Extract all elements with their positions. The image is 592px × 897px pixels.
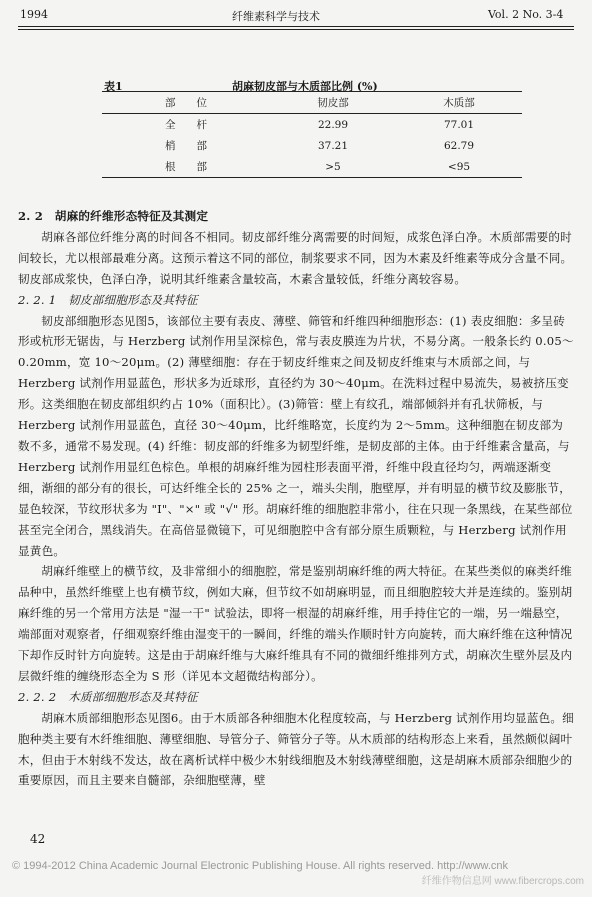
table-title: 胡麻韧皮部与木质部比例 (%) xyxy=(232,80,378,93)
column-header: 木质部 xyxy=(443,97,475,109)
header-volume: Vol. 2 No. 3-4 xyxy=(488,8,564,21)
paragraph: 韧皮部细胞形态见图5，该部位主要有表皮、薄壁、筛管和纤维四种细胞形态：(1) 表皮细胞：多呈砖形或杭形无锯齿，与 Herzberg 试剂作用呈深棕色，常与表皮膜连为片状，不易分离。一般条长约 0.05～0.20mm，宽 10～20μm。(2) 薄壁细胞：存在于韧皮纤维束之间及韧皮纤维束与木质部之间，与 Herzberg 试剂作用显蓝色，形状多为近球形，直径约为 30～40μm。在洗料过程中易流失，易被挤压变形。这类细胞在韧皮部组织约占 10%（面积比）。(3)筛管：壁上有纹孔，端部倾斜并有孔状筛板，与 Herzberg 试剂作用显蓝色，直径 30～40μm，比纤维略宽，长度约为 2～5mm。这种细胞在韧皮部为数不多，通常不易发现。(4) 纤维：韧皮部的纤维多为韧型纤维，是韧皮部的主体。由于纤维素含量高，与 Herzberg 试剂作用显红色棕色。单根的胡麻纤维为园柱形表面平滑，纤维中段直径均匀，两端逐渐变细，渐细的部分有的很长，可达纤维全长的 25% 之一，端头尖削，胞壁厚，并有明显的横节纹及膨胀节，显色较深，节纹形状多为 "I"、"×" 或 "√" 形。胡麻纤维的细胞腔非常小，往在只现一条黑线，在某些部位甚至完全闭合，黑线消失。在高倍显微镜下，可见细胞腔中含有部分原生质颗粒，与 Herzberg 试剂作用显黄色。 xyxy=(18,313,574,558)
section-heading: 2. 2 胡麻的纤维形态特征及其测定 xyxy=(18,209,209,223)
copyright-footer: © 1994-2012 China Academic Journal Electronic Publishing House. All rights reserved. http://www.cnk xyxy=(12,860,509,872)
table-cell: 22.99 xyxy=(317,118,349,131)
table-cell: 37.21 xyxy=(317,139,349,152)
header-journal: 纤维素科学与技术 xyxy=(232,10,320,23)
table-header-row xyxy=(102,92,522,114)
header-rule-bottom xyxy=(18,29,574,30)
table-cell: <95 xyxy=(447,160,471,173)
header-year: 1994 xyxy=(20,8,48,21)
watermark: 纤维作物信息网 www.fibercrops.com xyxy=(421,876,584,887)
subsection-heading: 2. 2. 1 韧皮部细胞形态及其特征 xyxy=(18,292,198,307)
paragraph: 胡麻纤维壁上的横节纹，及非常细小的细胞腔，常是鉴别胡麻纤维的两大特征。在某些类似的麻类纤维品种中，虽然纤维壁上也有横节纹，例如大麻，但节纹不如胡麻明显，而且细胞腔较大并是连续的。鉴别胡麻纤维的另一个常用方法是 "湿一干" 试验法，即将一根湿的胡麻纤维，用手持住它的一端，另一端悬空，端部面对观察者，仔细观察纤维由湿变干的一瞬间，纤维的端头作顺时针方向旋转，而大麻纤维在这种情况下却作反时针方向旋转。这是由于胡麻纤维与大麻纤维具有不同的微细纤维排列方式，胡麻次生壁外层及内层微纤维的缠绕形态全为 S 形（详见本文超微结构部分）。 xyxy=(18,564,573,683)
table-cell: >5 xyxy=(325,160,341,173)
table-cell: 62.79 xyxy=(443,139,475,152)
page-number: 42 xyxy=(30,832,46,846)
article-body xyxy=(18,206,574,791)
data-table xyxy=(102,91,522,178)
table-row xyxy=(102,114,522,136)
subsection-heading: 2. 2. 2 木质部细胞形态及其特征 xyxy=(18,689,198,704)
table-cell: 根 部 xyxy=(165,161,207,173)
paragraph: 胡麻各部位纤维分离的时间各不相同。韧皮部纤维分离需要的时间短，成浆色泽白净。木质部需要的时间较长，尤以根部最难分离。这预示着这不同的部位，制浆要求不同，因为木素及纤维素等成分含量不同。韧皮部成浆快，色泽白净，说明其纤维素含量较高，木素含量较低，纤维分离较容易。 xyxy=(18,229,573,286)
table-cell: 梢 部 xyxy=(165,140,207,152)
table-row xyxy=(102,156,522,178)
table-row xyxy=(102,135,522,156)
paragraph: 胡麻木质部细胞形态见图6。由于木质部各种细胞木化程度较高，与 Herzberg 试剂作用均显蓝色。细胞种类主要有木纤维细胞、薄壁细胞、导管分子、筛管分子等。从木质部的结构形态上来看，虽然颇似阔叶木，但由于木射线不发达，故在离析试样中极少木射线细胞及木射线薄壁细胞，这是胡麻木质部杂细胞少的重要原因，而且主要来自髓部，杂细胞壁薄，壁 xyxy=(18,710,574,788)
table-cell: 全 杆 xyxy=(165,119,207,131)
table-label: 表1 xyxy=(104,80,123,93)
column-header: 韧皮部 xyxy=(317,97,349,109)
column-header: 部 位 xyxy=(165,97,207,109)
running-header xyxy=(0,8,592,28)
table-cell: 77.01 xyxy=(443,118,475,131)
header-rule-top xyxy=(18,26,574,27)
